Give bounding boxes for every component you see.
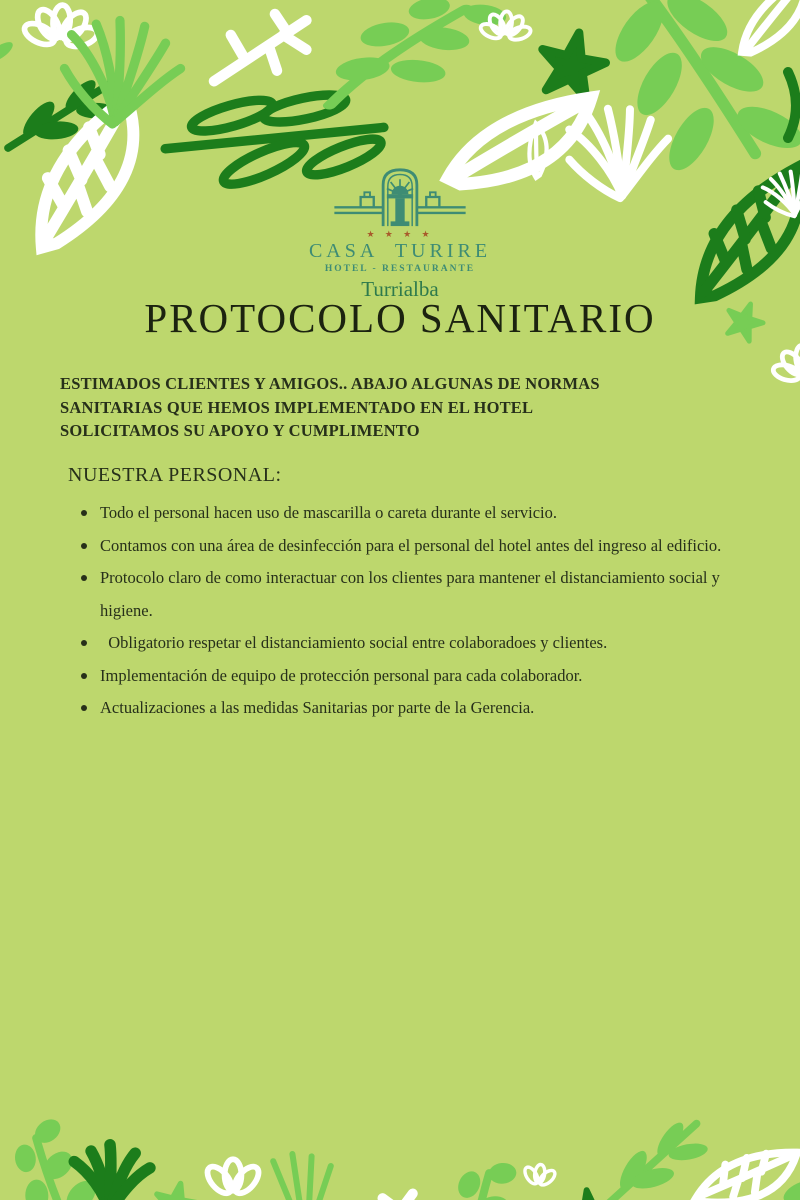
protocol-list (60, 497, 750, 725)
list-item-text: Contamos con una área de desinfección para el personal del hotel antes del ingreso al edificio. (100, 535, 722, 555)
page-title: PROTOCOLO SANITARIO (144, 295, 656, 341)
fan-leaf-icon (58, 14, 186, 132)
list-item (60, 660, 750, 693)
leaf-outline-icon (692, 1150, 800, 1200)
branch-icon (407, 1145, 565, 1200)
intro-line: SOLICITAMOS SU APOYO Y CUMPLIMENTO (60, 421, 420, 440)
hotel-emblem-icon (325, 166, 475, 228)
leaf-outline-icon (726, 0, 800, 59)
star-leaf-icon (152, 1179, 201, 1200)
branch-icon (8, 76, 116, 148)
intro-line: SANITARIAS QUE HEMOS IMPLEMENTADO EN EL HOTEL (60, 397, 534, 417)
branch-icon (0, 1105, 141, 1200)
leaf-icon (780, 1177, 800, 1200)
hotel-name: CASA TURIRE (308, 240, 492, 262)
flower-icon (203, 1159, 263, 1197)
list-item (60, 562, 750, 627)
branch-icon (606, 0, 800, 177)
branch-icon (595, 1114, 714, 1200)
branch-icon (329, 0, 512, 106)
branch-icon (788, 72, 796, 138)
intro-line: ESTIMADOS CLIENTES Y AMIGOS.. ABAJO ALGUNAS DE NORMAS (60, 374, 600, 393)
leaf-icon (0, 38, 16, 65)
list-item (60, 530, 750, 563)
hotel-subtitle: HOTEL - RESTAURANTE (324, 264, 476, 274)
list-item-text: Implementación de equipo de protección personal para cada colaborador. (100, 665, 583, 685)
palm-leaf-icon (74, 1145, 150, 1200)
flower-icon (520, 1162, 558, 1189)
list-item (60, 692, 750, 725)
intro-text (60, 372, 600, 443)
twig-icon (328, 1188, 433, 1200)
flower-icon (21, 5, 99, 51)
flower-icon (767, 339, 800, 388)
list-item-text: Actualizaciones a las medidas Sanitarias por parte de la Gerencia. (100, 698, 535, 717)
section-heading: NUESTRA PERSONAL: (68, 464, 282, 486)
grass-icon (273, 1154, 331, 1200)
hotel-logo (0, 166, 800, 301)
list-item-text: Todo el personal hacen uso de mascarilla o careta durante el servicio. (100, 503, 557, 522)
twig-icon (214, 14, 306, 81)
list-item (60, 627, 750, 660)
logo-stars: ★ ★ ★ ★ (366, 229, 434, 239)
list-item (60, 497, 750, 530)
list-item-text: Protocolo claro de como interactuar con los clientes para mantener el distanciamiento social y higiene. (100, 568, 725, 620)
list-item-text: Obligatorio respetar el distanciamiento social entre colaboradoes y clientes. (100, 633, 608, 652)
flower-icon (478, 11, 532, 42)
star-leaf-icon (534, 26, 610, 101)
hotel-location: Turrialba (361, 277, 439, 301)
star-leaf-icon (564, 1187, 615, 1200)
